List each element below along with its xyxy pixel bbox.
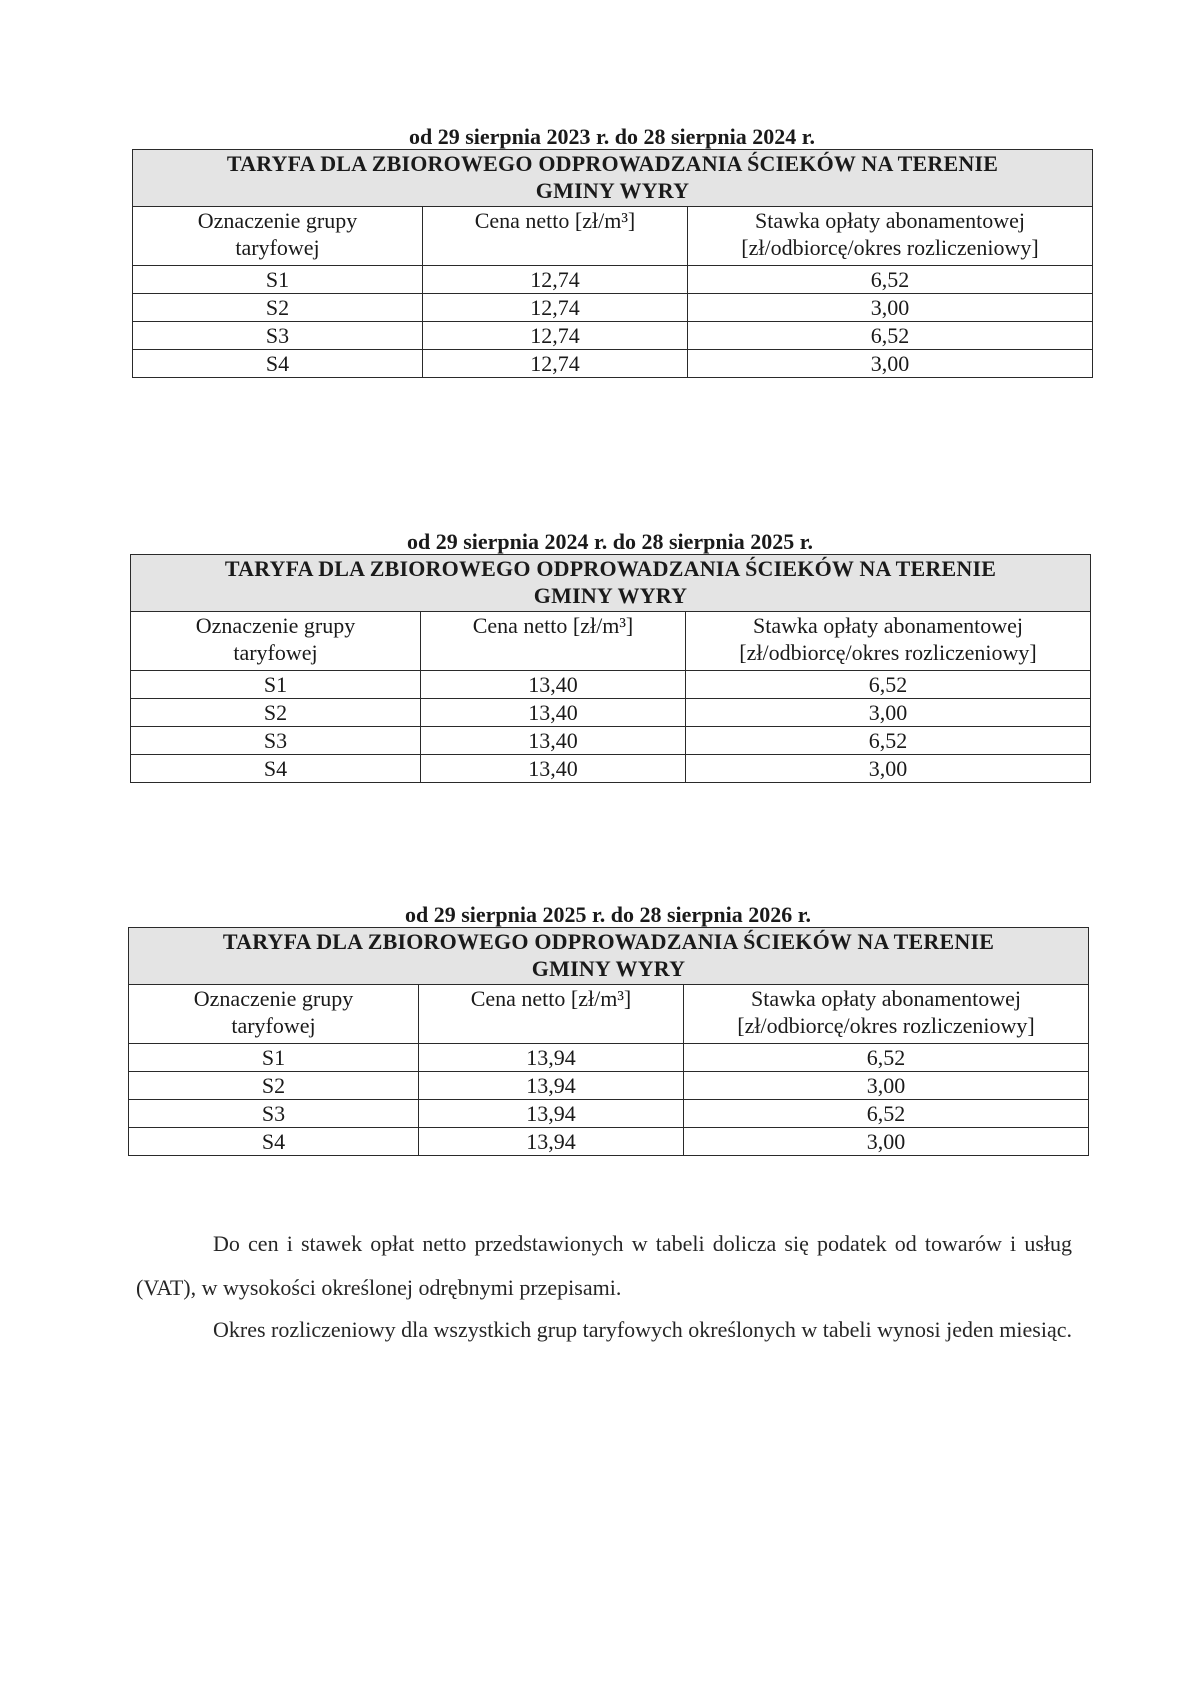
cell-price: 13,94 (419, 1044, 684, 1072)
table-row (129, 1100, 1089, 1128)
table-title-line2: GMINY WYRY (535, 178, 690, 203)
cell-price: 13,40 (421, 699, 686, 727)
tariff-section-2023 (132, 125, 1092, 378)
header-group-line2: taryfowej (235, 235, 320, 260)
header-fee-line1: Stawka opłaty abonamentowej (754, 208, 1026, 233)
cell-group: S3 (133, 322, 423, 350)
header-group-line2: taryfowej (233, 640, 318, 665)
header-group-line2: taryfowej (231, 1013, 316, 1038)
header-fee (686, 612, 1091, 671)
table-title-line2: GMINY WYRY (531, 956, 686, 981)
cell-price: 12,74 (423, 266, 688, 294)
header-fee-line2: [zł/odbiorcę/okres rozliczeniowy] (737, 1013, 1035, 1038)
cell-group: S2 (133, 294, 423, 322)
table-row (133, 294, 1093, 322)
cell-fee: 3,00 (686, 699, 1091, 727)
table-title-line1: TARYFA DLA ZBIOROWEGO ODPROWADZANIA ŚCIEKÓW NA TERENIE (224, 556, 997, 581)
cell-fee: 6,52 (684, 1100, 1089, 1128)
cell-fee: 6,52 (686, 671, 1091, 699)
table-row (129, 1128, 1089, 1156)
cell-group: S3 (131, 727, 421, 755)
table-row (131, 699, 1091, 727)
table-title (133, 150, 1093, 207)
period-heading: od 29 sierpnia 2023 r. do 28 sierpnia 2024 r. (408, 124, 816, 149)
header-group-line1: Oznaczenie grupy (197, 208, 358, 233)
table-row (133, 266, 1093, 294)
cell-price: 13,94 (419, 1128, 684, 1156)
tariff-section-2025 (128, 903, 1088, 1156)
cell-group: S1 (129, 1044, 419, 1072)
header-price: Cena netto [zł/m³] (423, 207, 688, 266)
cell-fee: 6,52 (688, 322, 1093, 350)
header-group-line1: Oznaczenie grupy (195, 613, 356, 638)
table-row (133, 322, 1093, 350)
header-fee-line1: Stawka opłaty abonamentowej (752, 613, 1024, 638)
cell-group: S2 (129, 1072, 419, 1100)
table-title (131, 555, 1091, 612)
cell-fee: 3,00 (686, 755, 1091, 783)
table-row (131, 671, 1091, 699)
header-fee (684, 985, 1089, 1044)
cell-group: S4 (131, 755, 421, 783)
cell-fee: 6,52 (684, 1044, 1089, 1072)
table-title-line1: TARYFA DLA ZBIOROWEGO ODPROWADZANIA ŚCIEKÓW NA TERENIE (222, 929, 995, 954)
cell-price: 12,74 (423, 294, 688, 322)
table-title (129, 928, 1089, 985)
tariff-table (132, 149, 1093, 378)
header-price: Cena netto [zł/m³] (421, 612, 686, 671)
cell-fee: 6,52 (688, 266, 1093, 294)
tariff-table (130, 554, 1091, 783)
header-fee-line2: [zł/odbiorcę/okres rozliczeniowy] (739, 640, 1037, 665)
tariff-table (128, 927, 1089, 1156)
cell-price: 13,40 (421, 671, 686, 699)
cell-price: 13,94 (419, 1072, 684, 1100)
cell-group: S4 (133, 350, 423, 378)
billing-period-note: Okres rozliczeniowy dla wszystkich grup taryfowych określonych w tabeli wynosi jeden miesiąc. (213, 1317, 1072, 1342)
table-row (131, 755, 1091, 783)
header-group (133, 207, 423, 266)
cell-price: 13,94 (419, 1100, 684, 1128)
cell-group: S1 (131, 671, 421, 699)
table-row (129, 1072, 1089, 1100)
table-row (133, 350, 1093, 378)
period-heading: od 29 sierpnia 2024 r. do 28 sierpnia 2025 r. (406, 529, 814, 554)
cell-fee: 3,00 (688, 350, 1093, 378)
cell-fee: 6,52 (686, 727, 1091, 755)
cell-fee: 3,00 (688, 294, 1093, 322)
header-group (131, 612, 421, 671)
cell-fee: 3,00 (684, 1072, 1089, 1100)
header-fee (688, 207, 1093, 266)
header-price: Cena netto [zł/m³] (419, 985, 684, 1044)
table-title-line2: GMINY WYRY (533, 583, 688, 608)
cell-price: 12,74 (423, 350, 688, 378)
header-fee-line1: Stawka opłaty abonamentowej (750, 986, 1022, 1011)
header-fee-line2: [zł/odbiorcę/okres rozliczeniowy] (741, 235, 1039, 260)
vat-note: Do cen i stawek opłat netto przedstawionych w tabeli dolicza się podatek od towarów i usług (VAT), w wysokości określonej odrębnymi przepisami. (136, 1231, 1072, 1300)
cell-group: S2 (131, 699, 421, 727)
table-title-line1: TARYFA DLA ZBIOROWEGO ODPROWADZANIA ŚCIEKÓW NA TERENIE (226, 151, 999, 176)
cell-price: 13,40 (421, 755, 686, 783)
tariff-section-2024 (130, 530, 1090, 783)
cell-group: S4 (129, 1128, 419, 1156)
cell-price: 12,74 (423, 322, 688, 350)
table-row (131, 727, 1091, 755)
cell-group: S3 (129, 1100, 419, 1128)
table-row (129, 1044, 1089, 1072)
cell-price: 13,40 (421, 727, 686, 755)
cell-fee: 3,00 (684, 1128, 1089, 1156)
cell-group: S1 (133, 266, 423, 294)
period-heading: od 29 sierpnia 2025 r. do 28 sierpnia 2026 r. (404, 902, 812, 927)
header-group-line1: Oznaczenie grupy (193, 986, 354, 1011)
header-group (129, 985, 419, 1044)
